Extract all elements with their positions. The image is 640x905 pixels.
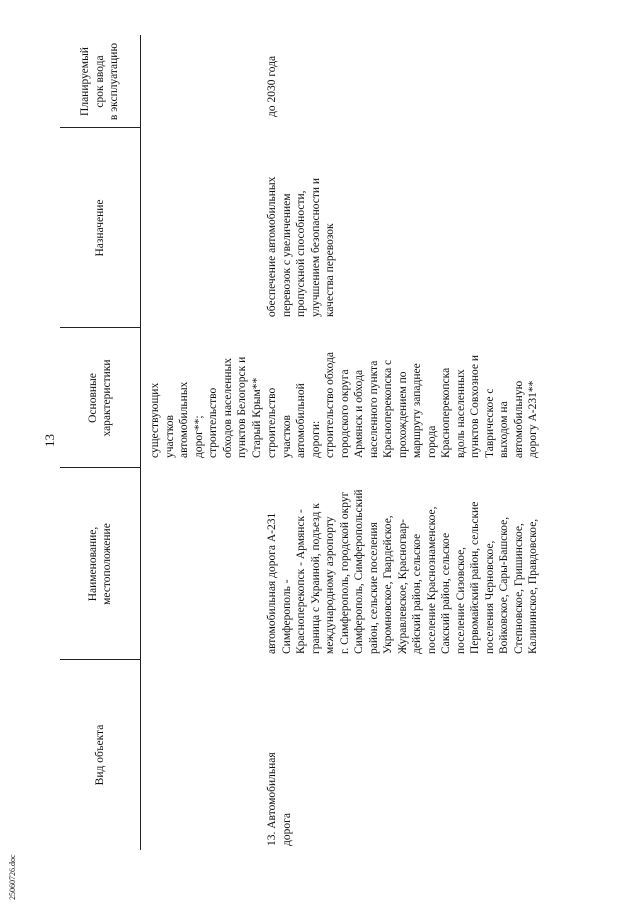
page-number: 13 xyxy=(42,434,57,447)
table-header-row xyxy=(60,35,141,850)
document-code: 25060726.doc xyxy=(8,854,17,900)
continued-characteristics: существующих участков автомобильных дорог**; строительство обходов населенных пунктов Белогорск и Старый Крым** xyxy=(149,356,263,458)
object-type-cell: 13. Автомобильная дорога xyxy=(266,752,293,846)
characteristics-cell: строительство участков автомобильной дороги: строительство обхода городского округа Армянск и обхода населенного пункта Красноперекопска с прохождением по маршруту западнее города Красноперекопска вдоль населенных пунктов Совхозное и Таврическое с выходом на автомобильную дорогу А-231** xyxy=(266,352,539,458)
rotated-table xyxy=(60,35,620,850)
header-characteristics: Основные характеристики xyxy=(86,359,113,437)
header-divider xyxy=(60,327,140,328)
header-divider xyxy=(60,467,140,468)
header-divider xyxy=(60,659,140,660)
name-location-cell: автомобильная дорога А-231 Симферополь - Красноперекопск - Армянск - граница с Украиной, подъезд к международному аэропорту г. Симферополь, городской округ Симферополь, Симферопольский район, сельские поселения Укромновское, Гвардейское, Журавлевское, Красногвар- дейский район, сельское поселение Краснознаменское, Сакский район, сельское поселение Сизовское, Первомайский район, сельские поселения Черновское, Войковское, Сары-Башское, Степновское, Гришинское, Калининское, Правдовское, xyxy=(266,489,539,654)
purpose-cell: обеспечение автомобильных перевозок с увеличением пропускной способности, улучшением безопасности и качества перевозок xyxy=(266,176,336,317)
header-divider xyxy=(60,127,140,128)
header-name-location: Наименование, местоположение xyxy=(86,523,113,605)
header-object-type: Вид объекта xyxy=(93,724,106,786)
commissioning-term-cell: до 2030 года xyxy=(266,55,278,117)
header-purpose: Назначение xyxy=(93,199,106,257)
header-commissioning-term: Планируемый срок ввода в эксплуатацию xyxy=(79,42,121,121)
